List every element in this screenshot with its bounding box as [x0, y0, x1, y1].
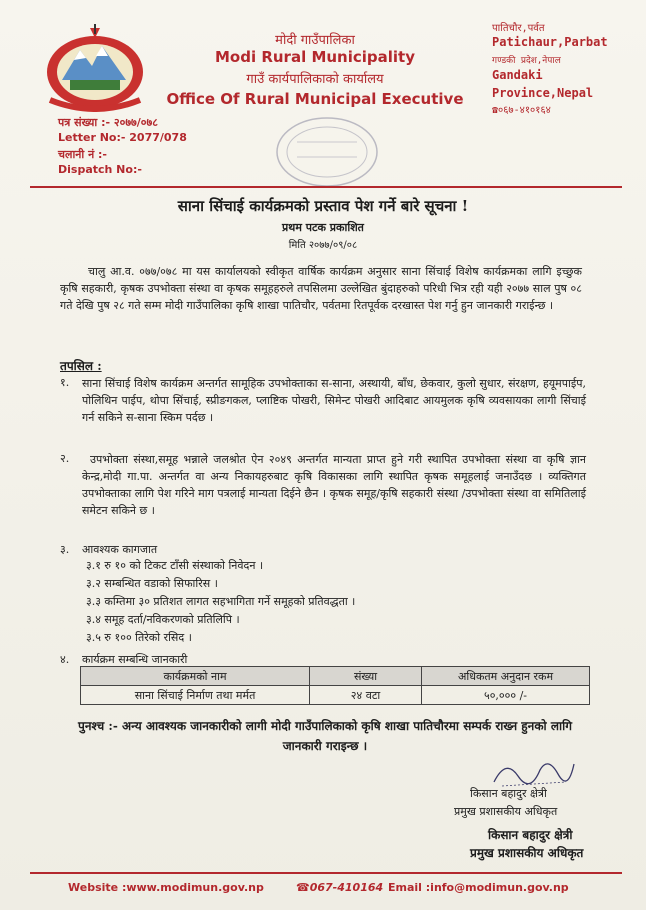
patra-sankhya: पत्र संख्या :- २०७७/०७८ — [58, 116, 158, 129]
table-header-cell: कार्यक्रमको नाम — [81, 667, 310, 686]
item-number-3: ३. — [60, 543, 70, 556]
municipality-name-np: मोदी गाउँपालिका — [275, 33, 355, 48]
signatory-title-handwritten: प्रमुख प्रशासकीय अधिकृत — [454, 805, 558, 818]
letter-number: Letter No:- 2077/078 — [58, 131, 187, 144]
header-divider — [30, 186, 622, 188]
footer-phone: ☎067-410164 — [296, 881, 384, 894]
signatory-name-handwritten: किसान बहादुर क्षेत्री — [470, 787, 547, 800]
notice-date: मिति २०७७/०९/०८ — [288, 240, 358, 251]
item-number-1: १. — [60, 376, 70, 389]
office-stamp-icon — [272, 112, 382, 192]
item-3-heading: आवश्यक कागजात — [82, 543, 158, 556]
document-requirement: ३.४ समूह दर्ता/नविकरणको प्रतिलिपि । — [86, 613, 240, 626]
item-number-2: २. — [60, 452, 70, 465]
program-table — [80, 666, 590, 705]
document-requirement: ३.५ रु १०० तिरेको रसिद । — [86, 631, 192, 644]
address-np-1: पातिचौर,पर्वत — [492, 23, 545, 34]
item-4-heading: कार्यक्रम सम्बन्धि जानकारी — [82, 653, 188, 666]
table-row — [81, 686, 590, 705]
table-header-cell: संख्या — [310, 667, 422, 686]
municipality-name-en: Modi Rural Municipality — [215, 48, 415, 66]
signature-scribble-icon — [488, 752, 578, 790]
table-cell: साना सिंचाई निर्माण तथा मर्मत — [81, 686, 310, 705]
footer-divider — [30, 872, 622, 874]
item-1-text: साना सिंचाई विशेष कार्यक्रम अन्तर्गत सामूहिक उपभोक्ताका स-साना, अस्थायी, बाँध, छेकवार, कुलो सुधार, संरक्षण, हयूमपाईप, पोलिथिन पाईप, थोपा सिंचाई, स्प्रीङगकल, प्लाष्टिक पोखरी, सिमेन्ट पोखरी आदिबाट आयमुलक कृषि व्यवसायका लागी सिंचाई गर्न सकिने स-साना स्किम पर्दछ । — [82, 377, 586, 424]
header-phone: ☎०६७-४१०१६४ — [492, 105, 551, 116]
office-name-np: गाउँ कार्यपालिकाको कार्यालय — [246, 72, 384, 87]
document-requirement: ३.३ कम्तिमा ३० प्रतिशत लागत सहभागिता गर्ने समूहको प्रतिवद्धता । — [86, 595, 356, 608]
postscript: पुनश्च :- अन्य आवश्यक जानकारीको लागी मोदी गाउँपालिकाको कृषि शाखा पातिचौरमा सम्पर्क राख्न हुनको लागि जानकारी गराइन्छ । — [78, 719, 572, 753]
address-en-1: Patichaur,Parbat — [492, 35, 608, 49]
item-number-4: ४. — [60, 653, 70, 666]
address-en-3: Province,Nepal — [492, 86, 594, 100]
table-header-row — [81, 667, 590, 686]
footer-email: Email :info@modimun.gov.np — [388, 881, 569, 894]
chalani-number: चलानी नं :- — [58, 148, 107, 161]
item-2-text: उपभोक्ता संस्था,समूह भन्नाले जलश्रोत ऐन २०४९ अन्तर्गत मान्यता प्राप्त हुने गरी स्थापित उपभोक्ता संस्था वा कृषि ज्ञान केन्द्र,मोदी गा.पा. अन्तर्गत वा अन्य निकायहरुबाट कृषि विकासका लागि स्थापित कृषक समूहलाई जनाउँदछ । व्यक्तिगत उपभोक्ताका लागि पेश गरिने माग पत्रलाई मान्यता दिईने छैन । कृषक समूह/कृषि सहकारी संस्था /उपभोक्ता संस्था वा समितिलाई समेटन सकिने छ । — [82, 453, 586, 517]
notice-title: साना सिंचाई कार्यक्रमको प्रस्ताव पेश गर्ने बारे सूचना ! — [177, 197, 469, 215]
table-header-cell: अधिकतम अनुदान रकम — [422, 667, 590, 686]
table-cell: २४ वटा — [310, 686, 422, 705]
signatory-title: प्रमुख प्रशासकीय अधिकृत — [470, 846, 584, 860]
document-requirement: ३.१ रु १० को टिकट टाँसी संस्थाको निवेदन । — [86, 559, 264, 572]
office-name-en: Office Of Rural Municipal Executive — [166, 90, 464, 108]
document-requirement: ३.२ सम्बन्धित वडाको सिफारिस । — [86, 577, 218, 590]
dispatch-number: Dispatch No:- — [58, 163, 142, 176]
tapsil-heading: तपसिल : — [60, 359, 102, 373]
signatory-name: किसान बहादुर क्षेत्री — [488, 828, 573, 842]
footer-website: Website :www.modimun.gov.np — [68, 881, 264, 894]
table-cell: ५०,००० /- — [422, 686, 590, 705]
address-en-2: Gandaki — [492, 68, 543, 82]
intro-paragraph: चालु आ.व. ०७७/०७८ मा यस कार्यालयको स्वीकृत वार्षिक कार्यक्रम अनुसार साना सिंचाई विशेष कार्यक्रमका लागि इच्छुक कृषि सहकारी, कृषक उपभोक्ता संस्था वा कृषक समूहहरुले तपसिलमा उल्लेखित बुंदाहरुको परिधी भित्र रही यही २०७७ साल पुष ०८ गते देखि पुष २८ गते सम्म मोदी गाउँपालिका कृषि शाखा पातिचौर, पर्वतमा रितपूर्वक दरखास्त पेश गर्नु हुन जानकारी गराईन्छ । — [60, 265, 582, 312]
nepal-emblem-icon — [40, 22, 150, 112]
address-np-2: गण्डकी प्रदेश,नेपाल — [492, 56, 561, 66]
notice-subtitle: प्रथम पटक प्रकाशित — [282, 221, 364, 234]
